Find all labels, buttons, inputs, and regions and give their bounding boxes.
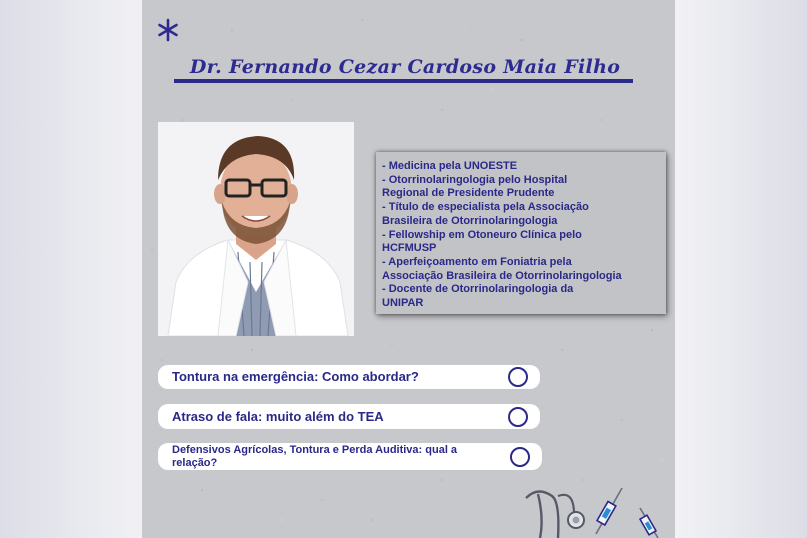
blurred-background-left: [0, 0, 142, 538]
doctor-name-title: Dr. Fernando Cezar Cardoso Maia Filho: [189, 56, 621, 78]
stethoscope-icon: [526, 491, 584, 538]
doctor-photo: [158, 122, 354, 336]
radio-circle-icon[interactable]: [510, 447, 530, 467]
option-label: Atraso de fala: muito além do TEA: [172, 409, 384, 424]
option-label-line: relação?: [172, 456, 218, 469]
medical-tools-decoration: [518, 478, 675, 538]
credential-line: - Fellowship em Otoneuro Clínica pelo: [382, 228, 582, 241]
credential-line: HCFMUSP: [382, 242, 437, 255]
credential-line: - Medicina pela UNOESTE: [382, 160, 518, 172]
profile-card: [142, 0, 675, 538]
option-label: Tontura na emergência: Como abordar?: [172, 369, 419, 384]
credential-line: Associação Brasileira de Otorrinolaringologia: [382, 269, 622, 282]
option-label: [172, 444, 502, 469]
credential-line: - Título de especialista pela Associação: [382, 201, 589, 214]
asterisk-icon: [156, 14, 180, 44]
blurred-background-right: [675, 0, 807, 538]
radio-circle-icon[interactable]: [508, 407, 528, 427]
credential-line: Brasileira de Otorrinolaringologia: [382, 214, 558, 227]
title-underline: [174, 79, 633, 83]
credential-line: UNIPAR: [382, 297, 424, 310]
topic-option-atraso-fala[interactable]: [158, 404, 540, 429]
syringe-icon: [596, 488, 658, 538]
credential-line: - Otorrinolaringologia pelo Hospital: [382, 173, 568, 186]
topic-option-tontura-emergencia[interactable]: [158, 365, 540, 389]
credential-line: - Aperfeiçoamento em Foniatria pela: [382, 255, 572, 268]
topic-option-defensivos-agricolas[interactable]: [158, 443, 542, 470]
radio-circle-icon[interactable]: [508, 367, 528, 387]
credentials-box: [376, 152, 666, 314]
option-label-line: Defensivos Agrícolas, Tontura e Perda Auditiva: qual a: [172, 444, 458, 456]
credential-line: - Docente de Otorrinolaringologia da: [382, 283, 574, 296]
credential-line: Regional de Presidente Prudente: [382, 187, 555, 200]
